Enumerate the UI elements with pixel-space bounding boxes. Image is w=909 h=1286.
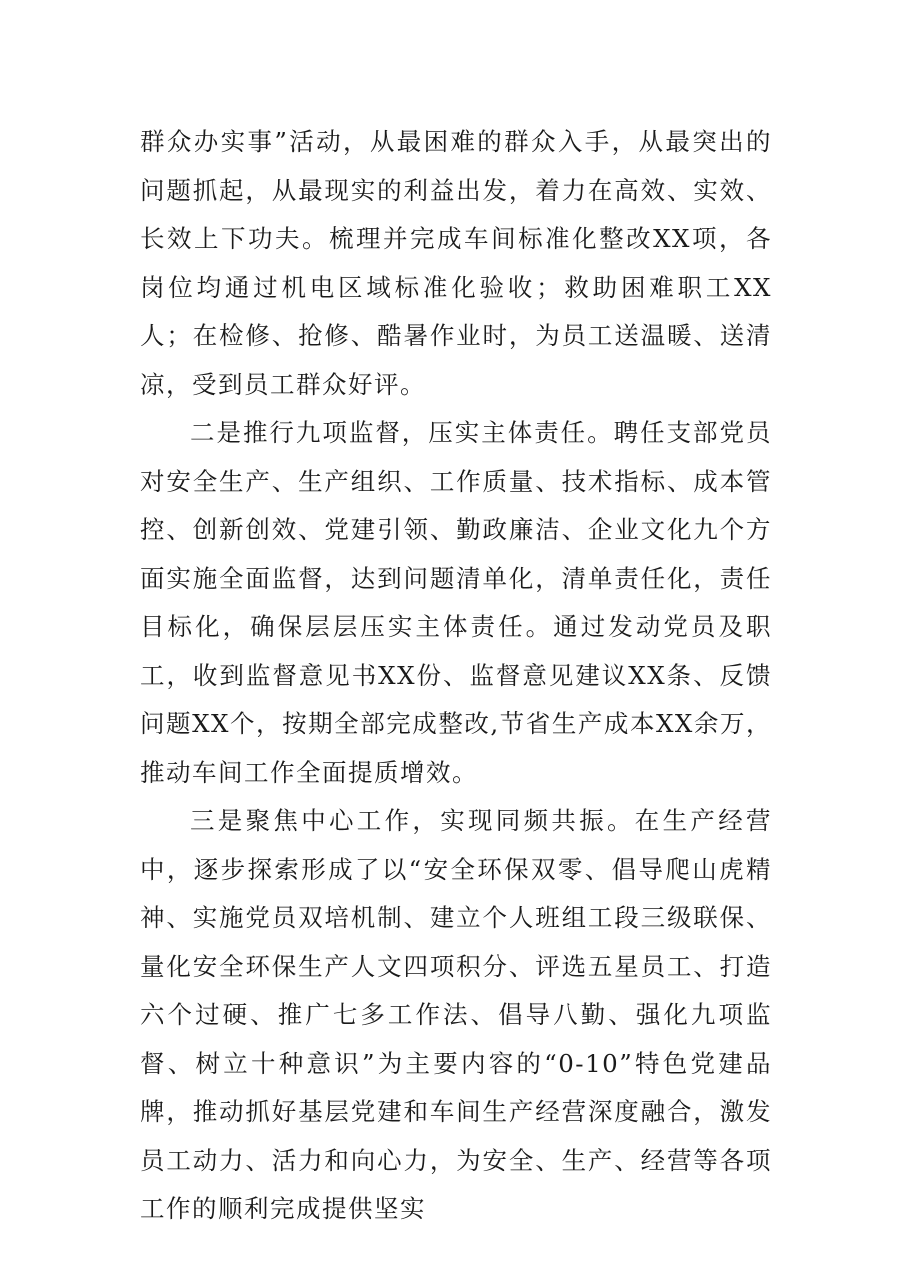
paragraph-central-work: 三是聚焦中心工作，实现同频共振。在生产经营中，逐步探索形成了以“安全环保双零、倡导爬山虎精神、实施党员双培机制、建立个人班组工段三级联保、量化安全环保生产人文四项积分、评选五星员工、打造六个过硬、推广七多工作法、倡导八勤、强化九项监督、树立十种意识”为主要内容的“0-10”特色党建品牌，推动抓好基层党建和车间生产经营深度融合，激发员工动力、活力和向心力，为安全、生产、经营等各项工作的顺利完成提供坚实 (140, 806, 772, 1223)
paragraph-nine-supervisions: 二是推行九项监督，压实主体责任。聘任支部党员对安全生产、生产组织、工作质量、技术指标、成本管控、创新创效、党建引领、勤政廉洁、企业文化九个方面实施全面监督，达到问题清单化，清单责任化，责任目标化，确保层层压实主体责任。通过发动党员及职工，收到监督意见书XX份、监督意见建议XX条、反馈问题XX个，按期全部完成整改,节省生产成本XX余万，推动车间工作全面提质增效。 (140, 418, 772, 787)
paragraph-continuation: 群众办实事”活动，从最困难的群众入手，从最突出的问题抓起，从最现实的利益出发，着力在高效、实效、长效上下功夫。梳理并完成车间标准化整改XX项，各岗位均通过机电区域标准化验收；救助困难职工XX人；在检修、抢修、酷暑作业时，为员工送温暖、送清凉，受到员工群众好评。 (140, 127, 772, 399)
document-body (140, 118, 772, 1234)
